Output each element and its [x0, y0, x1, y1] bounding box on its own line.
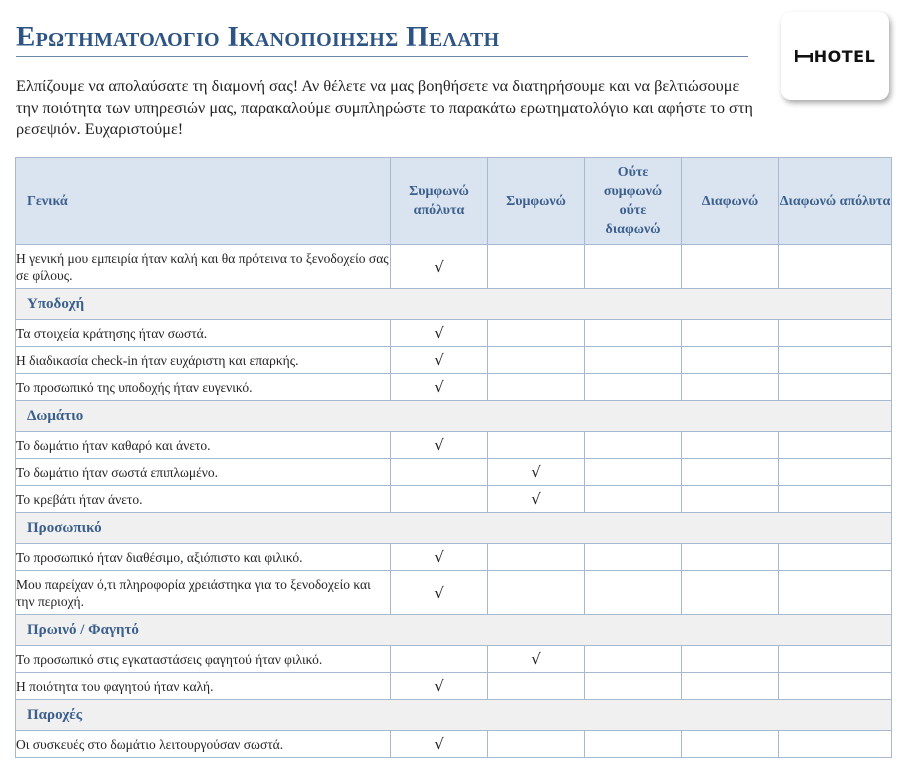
question-text: Μου παρείχαν ό,τι πληροφορία χρειάστηκα για το ξενοδοχείο και την περιοχή.: [16, 571, 391, 615]
rating-cell-neutral[interactable]: [585, 245, 682, 289]
question-text: Η ποιότητα του φαγητού ήταν καλή.: [16, 673, 391, 700]
survey-table: [15, 157, 892, 758]
rating-cell-strongly-disagree[interactable]: [779, 486, 892, 513]
rating-cell-neutral[interactable]: [585, 432, 682, 459]
rating-cell-disagree[interactable]: [682, 673, 779, 700]
section-header-row: [16, 700, 892, 731]
header-strongly-agree: Συμφωνώ απόλυτα: [391, 158, 488, 245]
rating-cell-disagree[interactable]: [682, 245, 779, 289]
rating-cell-agree[interactable]: [488, 544, 585, 571]
rating-cell-neutral[interactable]: [585, 459, 682, 486]
rating-cell-strongly-disagree[interactable]: [779, 571, 892, 615]
rating-cell-disagree[interactable]: [682, 731, 779, 758]
rating-cell-strongly-agree[interactable]: [391, 459, 488, 486]
question-text: Η γενική μου εμπειρία ήταν καλή και θα πρότεινα το ξενοδοχείο σας σε φίλους.: [16, 245, 391, 289]
rating-cell-strongly-disagree[interactable]: [779, 432, 892, 459]
rating-cell-neutral[interactable]: [585, 646, 682, 673]
rating-cell-agree[interactable]: [488, 320, 585, 347]
check-mark-icon: √: [434, 583, 444, 602]
rating-cell-strongly-disagree[interactable]: [779, 544, 892, 571]
rating-cell-strongly-disagree[interactable]: [779, 731, 892, 758]
rating-cell-disagree[interactable]: [682, 646, 779, 673]
header-general: Γενικά: [16, 158, 391, 245]
section-title: Πρωινό / Φαγητό: [16, 615, 892, 646]
table-row: [16, 374, 892, 401]
table-row: [16, 347, 892, 374]
table-row: [16, 646, 892, 673]
rating-cell-strongly-agree[interactable]: [391, 731, 488, 758]
section-header-row: [16, 615, 892, 646]
bed-icon: [795, 49, 813, 63]
table-row: [16, 320, 892, 347]
rating-cell-disagree[interactable]: [682, 432, 779, 459]
question-text: Τα στοιχεία κράτησης ήταν σωστά.: [16, 320, 391, 347]
rating-cell-neutral[interactable]: [585, 320, 682, 347]
logo-text: HOTEL: [813, 46, 876, 66]
rating-cell-agree[interactable]: [488, 432, 585, 459]
check-mark-icon: √: [434, 548, 444, 566]
table-header-row: [16, 158, 892, 245]
table-row: [16, 486, 892, 513]
rating-cell-strongly-disagree[interactable]: [779, 374, 892, 401]
rating-cell-neutral[interactable]: [585, 486, 682, 513]
rating-cell-agree[interactable]: [488, 486, 585, 513]
rating-cell-strongly-agree[interactable]: [391, 673, 488, 700]
section-title: Παροχές: [16, 700, 892, 731]
check-mark-icon: √: [434, 351, 444, 369]
rating-cell-neutral[interactable]: [585, 347, 682, 374]
section-header-row: [16, 289, 892, 320]
rating-cell-agree[interactable]: [488, 673, 585, 700]
rating-cell-strongly-disagree[interactable]: [779, 673, 892, 700]
rating-cell-agree[interactable]: [488, 374, 585, 401]
check-mark-icon: √: [434, 257, 444, 276]
table-row: [16, 544, 892, 571]
rating-cell-strongly-agree[interactable]: [391, 544, 488, 571]
hotel-logo: [781, 12, 889, 100]
rating-cell-neutral[interactable]: [585, 374, 682, 401]
rating-cell-agree[interactable]: [488, 646, 585, 673]
section-header-row: [16, 513, 892, 544]
question-text: Οι συσκευές στο δωμάτιο λειτουργούσαν σωστά.: [16, 731, 391, 758]
rating-cell-disagree[interactable]: [682, 459, 779, 486]
page-title: Ερωτηματολογιο Ικανοποιησης Πελατη: [16, 20, 748, 57]
question-text: Η διαδικασία check-in ήταν ευχάριστη και επαρκής.: [16, 347, 391, 374]
rating-cell-strongly-disagree[interactable]: [779, 646, 892, 673]
rating-cell-disagree[interactable]: [682, 374, 779, 401]
rating-cell-strongly-agree[interactable]: [391, 571, 488, 615]
question-text: Το προσωπικό στις εγκαταστάσεις φαγητού ήταν φιλικό.: [16, 646, 391, 673]
table-row: [16, 459, 892, 486]
rating-cell-disagree[interactable]: [682, 347, 779, 374]
check-mark-icon: √: [434, 436, 444, 454]
rating-cell-strongly-agree[interactable]: [391, 347, 488, 374]
section-header-row: [16, 401, 892, 432]
check-mark-icon: √: [434, 735, 444, 753]
section-title: Δωμάτιο: [16, 401, 892, 432]
table-row: [16, 673, 892, 700]
header-disagree: Διαφωνώ: [682, 158, 779, 245]
rating-cell-neutral[interactable]: [585, 731, 682, 758]
rating-cell-neutral[interactable]: [585, 673, 682, 700]
table-row: [16, 432, 892, 459]
check-mark-icon: √: [434, 677, 444, 695]
rating-cell-strongly-disagree[interactable]: [779, 459, 892, 486]
question-text: Το προσωπικό ήταν διαθέσιμο, αξιόπιστο και φιλικό.: [16, 544, 391, 571]
rating-cell-neutral[interactable]: [585, 544, 682, 571]
rating-cell-strongly-agree[interactable]: [391, 486, 488, 513]
intro-paragraph: Ελπίζουμε να απολαύσατε τη διαμονή σας! Αν θέλετε να μας βοηθήσετε να διατηρήσουμε και να βελτιώσουμε την ποιότητα των υπηρεσιών μας, παρακαλούμε συμπληρώστε το παρακάτω ερωτηματολόγιο και αφήστε το στη ρεσεψιόν. Ευχαριστούμε!: [16, 76, 753, 138]
rating-cell-agree[interactable]: [488, 347, 585, 374]
rating-cell-disagree[interactable]: [682, 544, 779, 571]
rating-cell-strongly-agree[interactable]: [391, 320, 488, 347]
check-mark-icon: √: [434, 324, 444, 342]
rating-cell-agree[interactable]: [488, 245, 585, 289]
question-text: Το δωμάτιο ήταν σωστά επιπλωμένο.: [16, 459, 391, 486]
rating-cell-disagree[interactable]: [682, 486, 779, 513]
rating-cell-strongly-disagree[interactable]: [779, 347, 892, 374]
check-mark-icon: √: [434, 378, 444, 396]
table-row: [16, 731, 892, 758]
rating-cell-strongly-disagree[interactable]: [779, 320, 892, 347]
rating-cell-disagree[interactable]: [682, 320, 779, 347]
table-row: [16, 245, 892, 289]
question-text: Το δωμάτιο ήταν καθαρό και άνετο.: [16, 432, 391, 459]
check-mark-icon: √: [531, 650, 541, 668]
check-mark-icon: √: [531, 463, 541, 481]
header-agree: Συμφωνώ: [488, 158, 585, 245]
rating-cell-strongly-agree[interactable]: [391, 646, 488, 673]
rating-cell-strongly-agree[interactable]: [391, 245, 488, 289]
rating-cell-neutral[interactable]: [585, 571, 682, 615]
header-neutral: Ούτε συμφωνώ ούτε διαφωνώ: [585, 158, 682, 245]
rating-cell-strongly-disagree[interactable]: [779, 245, 892, 289]
header-strongly-disagree: Διαφωνώ απόλυτα: [779, 158, 892, 245]
table-row: [16, 571, 892, 615]
rating-cell-strongly-agree[interactable]: [391, 374, 488, 401]
rating-cell-agree[interactable]: [488, 571, 585, 615]
check-mark-icon: √: [531, 490, 541, 508]
rating-cell-agree[interactable]: [488, 459, 585, 486]
question-text: Το κρεβάτι ήταν άνετο.: [16, 486, 391, 513]
rating-cell-agree[interactable]: [488, 731, 585, 758]
rating-cell-strongly-agree[interactable]: [391, 432, 488, 459]
rating-cell-disagree[interactable]: [682, 571, 779, 615]
section-title: Προσωπικό: [16, 513, 892, 544]
section-title: Υποδοχή: [16, 289, 892, 320]
question-text: Το προσωπικό της υποδοχής ήταν ευγενικό.: [16, 374, 391, 401]
